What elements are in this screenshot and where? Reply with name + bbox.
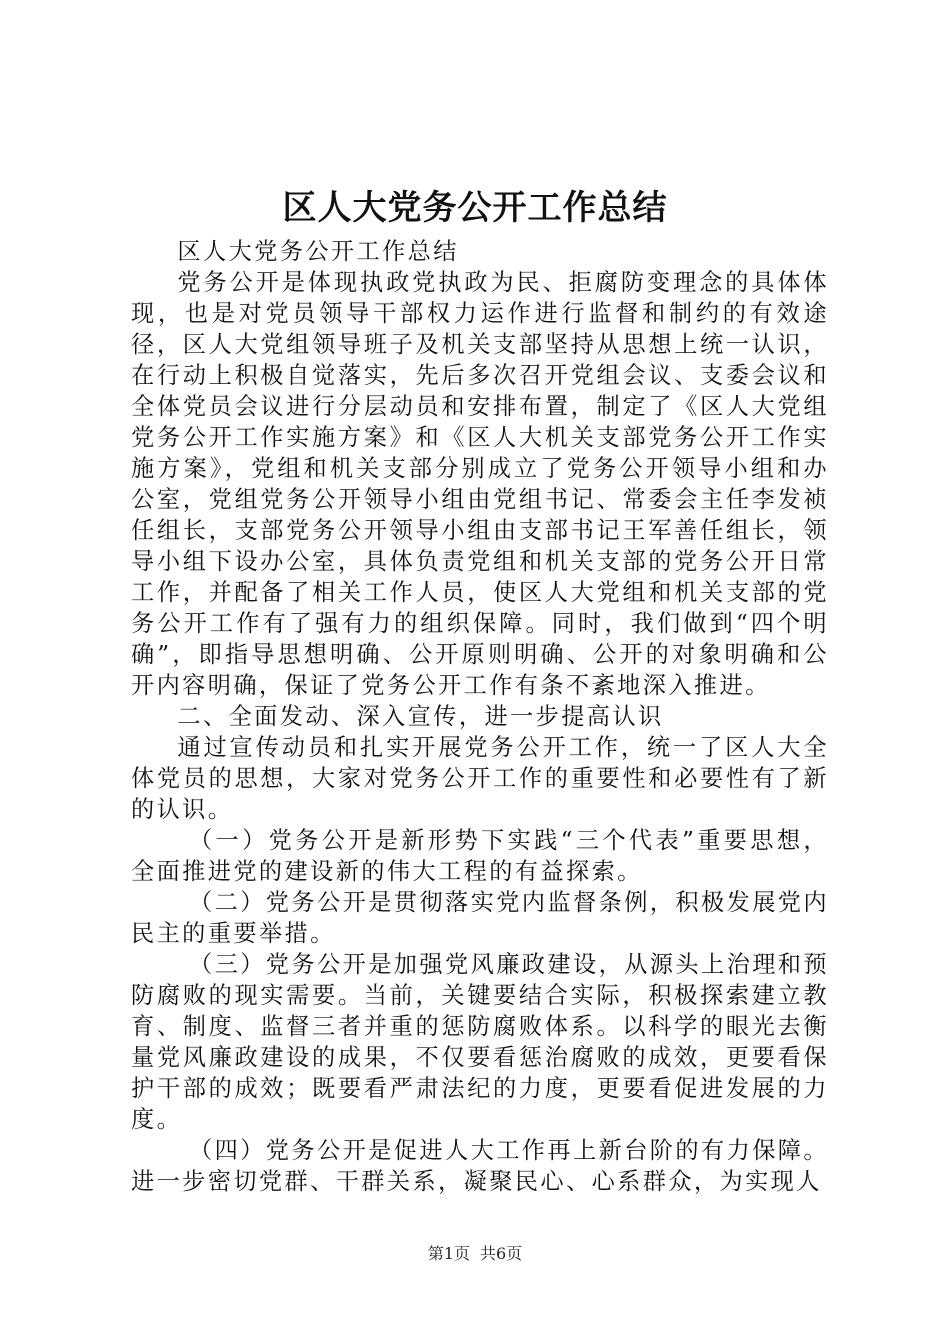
document-title: 区人大党务公开工作总结 [282,188,668,228]
list-item: （一）党务公开是新形势下实践“三个代表”重要思想，全面推进党的建设新的伟大工程的有益探索。 [131,827,829,885]
page-total: 共6页 [480,1244,523,1263]
list-item: （三）党务公开是加强党风廉政建设，从源头上治理和预防腐败的现实需要。当前，关键要结合实际，积极探索建立教育、制度、监督三者并重的惩防腐败体系。以科学的眼光去衡量党风廉政建设的成果，不仅要看惩治腐败的成效，更要看保护干部的成效；既要看严肃法纪的力度，更要看促进发展的力度。 [131,951,829,1133]
page-footer [0,1244,950,1264]
section-heading: 二、全面发动、深入宣传，进一步提高认识 [177,703,664,730]
list-item: （四）党务公开是促进人大工作再上新台阶的有力保障。进一步密切党群、干群关系，凝聚民心、心系群众，为实现人 [131,1137,829,1195]
page-number: 第1页 [427,1244,470,1263]
list-item: （二）党务公开是贯彻落实党内监督条例，积极发展党内民主的重要举措。 [131,889,829,947]
document-body [131,236,829,1197]
paragraph-intro: 党务公开是体现执政党执政为民、拒腐防变理念的具体体现，也是对党员领导干部权力运作进行监督和制约的有效途径，区人大党组领导班子及机关支部坚持从思想上统一认识，在行动上积极自觉落实，先后多次召开党组会议、支委会议和全体党员会议进行分层动员和安排布置，制定了《区人大党组党务公开工作实施方案》和《区人大机关支部党务公开工作实施方案》，党组和机关支部分别成立了党务公开领导小组和办公室，党组党务公开领导小组由党组书记、常委会主任李发祯任组长，支部党务公开领导小组由支部书记王军善任组长，领导小组下设办公室，具体负责党组和机关支部的党务公开日常工作，并配备了相关工作人员，使区人大党组和机关支部的党务公开工作有了强有力的组织保障。同时，我们做到“四个明确”，即指导思想明确、公开原则明确、公开的对象明确和公开内容明确，保证了党务公开工作有条不紊地深入推进。 [131,269,829,699]
paragraph: 通过宣传动员和扎实开展党务公开工作，统一了区人大全体党员的思想，大家对党务公开工作的重要性和必要性有了新的认识。 [131,734,829,823]
paragraph-subtitle: 区人大党务公开工作总结 [177,238,459,265]
